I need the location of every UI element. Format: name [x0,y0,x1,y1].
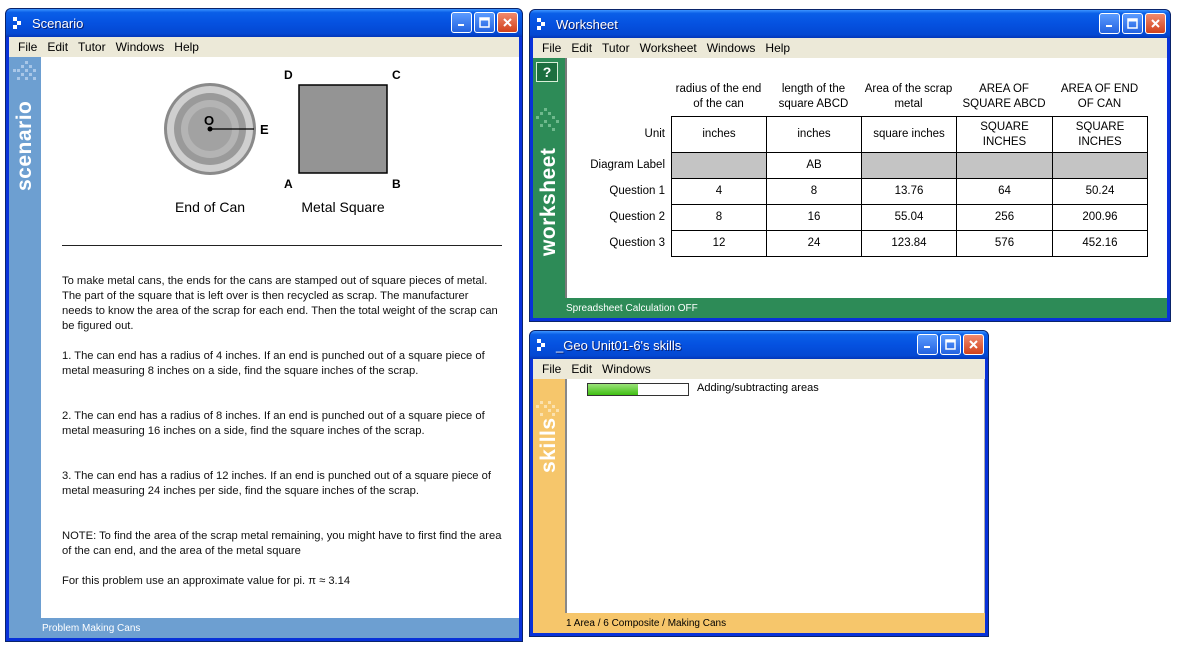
can-caption: End of Can [174,199,246,215]
menu-file[interactable]: File [542,41,562,55]
column-header: radius of the end of the can [675,83,762,110]
maximize-button[interactable] [940,334,961,355]
menu-tutor[interactable]: Tutor [78,40,106,54]
square-label-b: B [392,177,401,191]
window-title: Scenario [32,15,84,31]
diagram-label-cell[interactable]: AB [766,152,862,179]
window-title: _Geo Unit01-6's skills [556,337,682,353]
diagram-label-cell[interactable] [671,152,767,179]
can-end-figure [164,83,269,215]
minimize-button[interactable] [1099,13,1120,34]
row-label-question-1: Question 1 [609,184,665,197]
answer-cell[interactable]: 16 [766,204,862,231]
worksheet-grid-area [565,58,1167,299]
menu-file[interactable]: File [542,362,562,376]
square-label-a: A [284,177,293,191]
answer-cell[interactable]: 8 [671,204,767,231]
worksheet-side-strip [533,58,565,318]
maximize-button[interactable] [1122,13,1143,34]
close-button[interactable] [1145,13,1166,34]
answer-cell[interactable]: 200.96 [1052,204,1148,231]
menu-help[interactable]: Help [174,40,199,54]
answer-cell[interactable]: 452.16 [1052,230,1148,257]
square-caption: Metal Square [301,199,385,215]
menu-edit[interactable]: Edit [571,41,593,55]
menu-windows[interactable]: Windows [706,41,756,55]
column-header: AREA OF SQUARE ABCD [962,83,1046,110]
menu-help[interactable]: Help [765,41,791,55]
problem-figure [151,67,411,227]
answer-cell[interactable]: 55.04 [861,204,957,231]
scenario-status-bar: Problem Making Cans [9,618,519,638]
skills-window [529,330,989,637]
minimize-button[interactable] [451,12,472,33]
column-header: AREA OF END OF CAN [1060,83,1139,110]
intro-paragraph: To make metal cans, the ends for the cans are stamped out of square pieces of metal. The part of the square that is left over is then recycled as scrap. The manufacturer needs to know the area of the scrap for each end. Then the total weight of the scrap can be figured out. [62,275,498,332]
dot-pattern-icon [536,108,562,134]
scenario-titlebar[interactable] [6,9,522,37]
worksheet-window [529,9,1171,322]
app-icon [12,16,26,30]
unit-cell[interactable]: SQUARE INCHES [1052,116,1148,153]
skill-progress-fill [588,384,638,395]
help-button[interactable]: ? [536,62,558,82]
row-label-unit: Unit [644,127,665,140]
minimize-button[interactable] [917,334,938,355]
skills-status-bar: 1 Area / 6 Composite / Making Cans [533,613,985,633]
worksheet-titlebar[interactable] [530,10,1170,38]
row-label-question-2: Question 2 [609,210,665,223]
question-3-text: 3. The can end has a radius of 12 inches. If an end is punched out of a square piece of metal measuring 24 inches per side, find the square inches of the scrap. [62,470,491,497]
row-label-diagram: Diagram Label [590,158,665,171]
skills-titlebar[interactable] [530,331,988,359]
worksheet-status-bar: Spreadsheet Calculation OFF [533,298,1167,318]
skill-label: Adding/subtracting areas [697,382,819,394]
scenario-vertical-label: scenario [13,100,36,191]
menu-file[interactable]: File [18,40,38,54]
worksheet-vertical-label: worksheet [537,147,560,256]
unit-cell[interactable]: inches [766,116,862,153]
menu-tutor[interactable]: Tutor [602,41,630,55]
square-label-c: C [392,68,401,82]
answer-cell[interactable]: 123.84 [861,230,957,257]
column-header: length of the square ABCD [778,83,849,110]
unit-cell[interactable]: SQUARE INCHES [956,116,1053,153]
scenario-window [5,8,523,642]
dot-pattern-icon [13,61,39,87]
square-label-d: D [284,68,293,82]
note-text: NOTE: To find the area of the scrap metal remaining, you might have to first find the area of the can end, and the area of the metal square [62,530,502,557]
app-icon [536,338,550,352]
metal-square-figure [284,68,401,215]
diagram-label-cell[interactable] [1052,152,1148,179]
answer-cell[interactable]: 24 [766,230,862,257]
scenario-content [41,57,519,618]
window-title: Worksheet [556,16,618,32]
app-icon [536,17,550,31]
column-header: Area of the scrap metal [864,83,953,110]
skills-vertical-label: skills [537,417,560,473]
skills-side-strip [533,379,565,633]
pi-note-text: For this problem use an approximate value for pi. π ≈ 3.14 [62,575,351,587]
menu-windows[interactable]: Windows [115,40,165,54]
menu-worksheet[interactable]: Worksheet [639,41,697,55]
can-edge-label: E [260,122,269,137]
answer-cell[interactable]: 8 [766,178,862,205]
menubar [533,359,985,379]
menubar [533,38,1167,58]
unit-cell[interactable]: inches [671,116,767,153]
unit-cell[interactable]: square inches [861,116,957,153]
answer-cell[interactable]: 50.24 [1052,178,1148,205]
question-1-text: 1. The can end has a radius of 4 inches. If an end is punched out of a square piece of metal measuring 8 inches on a side, find the square inches of the scrap. [62,350,485,377]
diagram-label-cell[interactable] [861,152,957,179]
answer-cell[interactable]: 4 [671,178,767,205]
answer-cell[interactable]: 13.76 [861,178,957,205]
answer-cell[interactable]: 576 [956,230,1053,257]
skill-progress-bar [587,383,689,396]
menubar [9,37,519,57]
divider [62,245,502,246]
menu-windows[interactable]: Windows [602,362,651,376]
answer-cell[interactable]: 12 [671,230,767,257]
row-label-question-3: Question 3 [609,236,665,249]
can-center-label: O [204,113,215,128]
maximize-button[interactable] [474,12,495,33]
close-button[interactable] [963,334,984,355]
diagram-label-cell[interactable] [956,152,1053,179]
menu-edit[interactable]: Edit [47,40,69,54]
scenario-side-strip [9,57,41,638]
menu-edit[interactable]: Edit [571,362,593,376]
answer-cell[interactable]: 256 [956,204,1053,231]
skills-list [565,379,985,614]
close-button[interactable] [497,12,518,33]
question-2-text: 2. The can end has a radius of 8 inches. If an end is punched out of a square piece of metal measuring 16 inches on a side, find the square inches of the scrap. [62,410,485,437]
answer-cell[interactable]: 64 [956,178,1053,205]
